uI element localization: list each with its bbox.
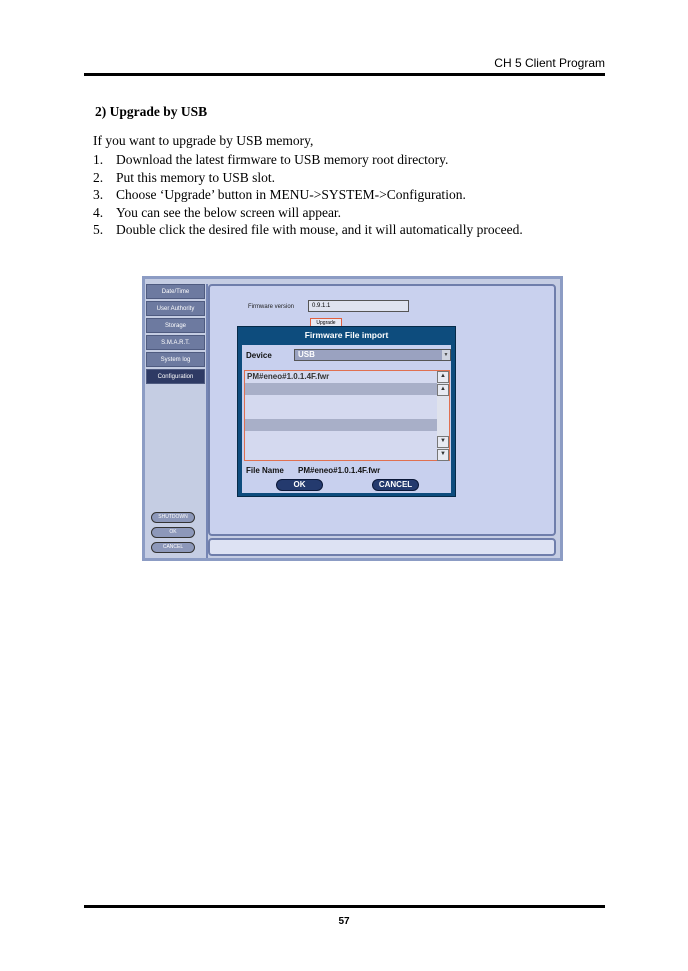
dialog-title: Firmware File import	[304, 330, 389, 340]
list-item[interactable]: PM#eneo#1.0.1.4F.fwr	[247, 372, 330, 381]
firmware-version-label: Firmware version	[248, 304, 295, 310]
screenshot-frame	[142, 276, 563, 561]
scroll-down-icon[interactable]: ▼	[437, 436, 449, 448]
list-item: 4. You can see the below screen will appear.	[93, 204, 342, 220]
footer-rule	[84, 905, 605, 908]
file-name-value: PM#eneo#1.0.1.4F.fwr	[298, 466, 381, 475]
header-rule	[84, 73, 605, 76]
sidebar-item-storage[interactable]: Storage	[146, 318, 205, 333]
section-heading: 2) Upgrade by USB	[95, 104, 208, 119]
page-number: 57	[338, 916, 350, 927]
scroll-up-icon[interactable]: ▲	[437, 384, 449, 396]
list-item: 5. Double click the desired file with mouse, and it will automatically proceed.	[93, 222, 523, 237]
upgrade-button[interactable]: Upgrade	[310, 318, 342, 328]
sidebar-item-configuration[interactable]: Configuration	[146, 369, 205, 384]
configuration-screenshot	[142, 276, 563, 561]
firmware-version-value: 0.9.1.1	[308, 300, 409, 312]
file-name-label: File Name	[246, 466, 284, 475]
list-item: 2. Put this memory to USB slot.	[93, 169, 276, 185]
dialog-ok-button[interactable]: OK	[276, 479, 323, 491]
list-item: 3. Choose ‘Upgrade’ button in MENU->SYSTEM->Configuration.	[93, 187, 466, 202]
scroll-down-icon[interactable]: ▼	[437, 449, 449, 461]
sidebar-item-system-log[interactable]: System log	[146, 352, 205, 367]
chapter-header: CH 5 Client Program	[494, 56, 605, 70]
ok-button[interactable]: OK	[151, 527, 195, 538]
dialog-cancel-button[interactable]: CANCEL	[372, 479, 419, 491]
cancel-button[interactable]: CANCEL	[151, 542, 195, 553]
scroll-up-icon[interactable]: ▲	[437, 371, 449, 383]
intro-text: If you want to upgrade by USB memory,	[93, 133, 314, 148]
shutdown-button[interactable]: SHUTDOWN	[151, 512, 195, 523]
device-value: USB	[298, 350, 315, 359]
sidebar-item-date-time[interactable]: Date/Time	[146, 284, 205, 299]
chevron-down-icon[interactable]: ▼	[443, 352, 449, 358]
sidebar-item-smart[interactable]: S.M.A.R.T.	[146, 335, 205, 350]
sidebar-item-user-authority[interactable]: User Authority	[146, 301, 205, 316]
device-label: Device	[246, 351, 272, 360]
list-item: 1. Download the latest firmware to USB memory root directory.	[93, 152, 449, 167]
steps-list	[93, 151, 523, 239]
